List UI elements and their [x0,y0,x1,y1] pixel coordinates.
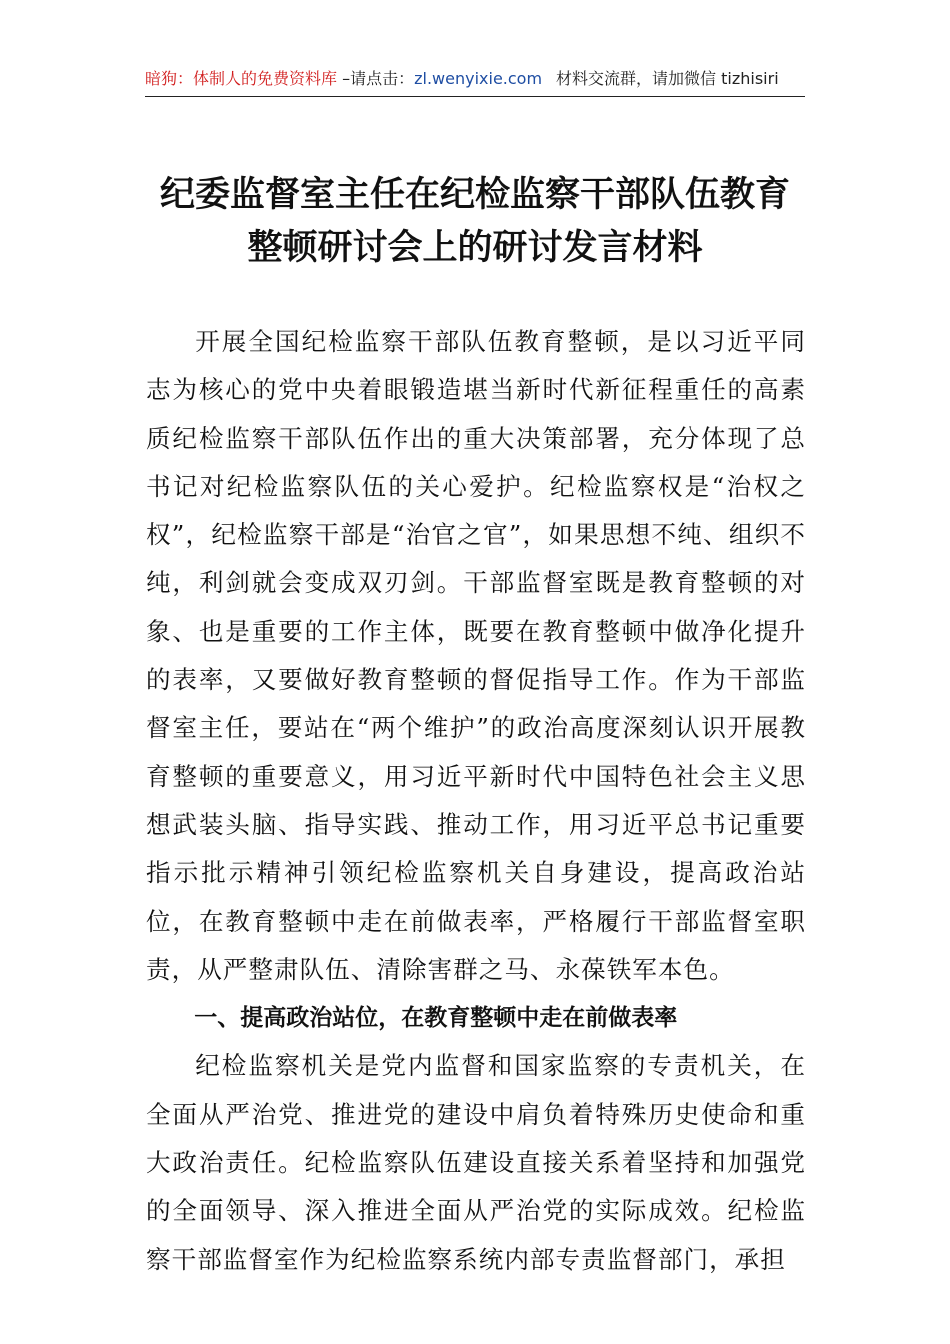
section-heading-1: 一、提高政治站位，在教育整顿中走在前做表率 [194,1005,678,1032]
title-line-1: 纪委监督室主任在纪检监察干部队伍教育 [159,174,790,215]
document-body [146,318,806,1284]
header-prompt: –请点击： [337,69,415,88]
header-brand: 暗狗：体制人的免费资料库 [145,69,338,88]
page-header [145,66,805,97]
paragraph-section-1: 纪检监察机关是党内监督和国家监察的专责机关，在全面从严治党、推进党的建设中肩负着特殊历史使命和重大政治责任。纪检监察队伍建设直接关系着坚持和加强党的全面领导、深入推进全面从严治党的实际成效。纪检监察干部监督室作为纪检监察系统内部专责监督部门，承担 [146,1051,806,1274]
header-link[interactable]: zl.wenyixie.com [414,69,543,88]
header-contact: 材料交流群，请加微信 tizhisiri [556,69,779,88]
paragraph-intro: 开展全国纪检监察干部队伍教育整顿，是以习近平同志为核心的党中央着眼锻造堪当新时代新征程重任的高素质纪检监察干部队伍作出的重大决策部署，充分体现了总书记对纪检监察队伍的关心爱护。纪检监察权是“治权之权”，纪检监察干部是“治官之官”，如果思想不纯、组织不纯，利剑就会变成双刃剑。干部监督室既是教育整顿的对象、也是重要的工作主体，既要在教育整顿中做净化提升的表率，又要做好教育整顿的督促指导工作。作为干部监督室主任，要站在“两个维护”的政治高度深刻认识开展教育整顿的重要意义，用习近平新时代中国特色社会主义思想武装头脑、指导实践、推动工作，用习近平总书记重要指示批示精神引领纪检监察机关自身建设，提高政治站位，在教育整顿中走在前做表率，严格履行干部监督室职责，从严整肃队伍、清除害群之马、永葆铁军本色。 [146,327,806,984]
document-title [95,168,855,274]
title-line-2: 整顿研讨会上的研讨发言材料 [247,227,703,268]
